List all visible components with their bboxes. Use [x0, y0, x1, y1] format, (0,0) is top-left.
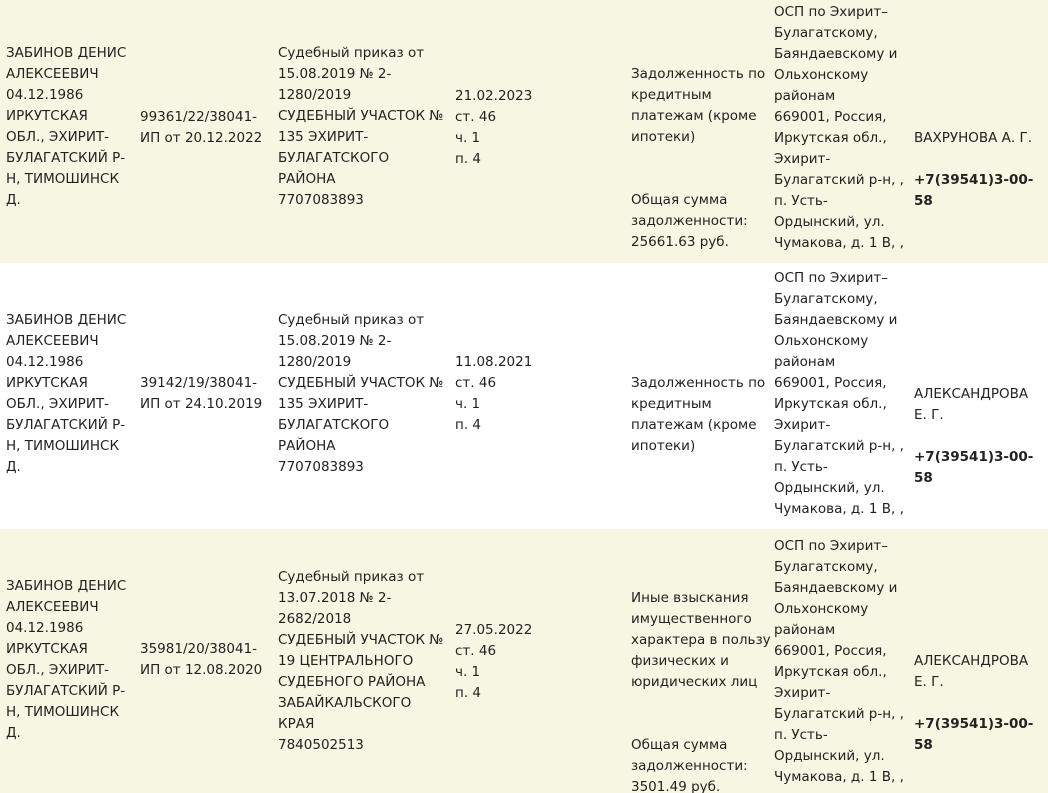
termination-cell: 21.02.2023 ст. 46 ч. 1 п. 4 — [455, 88, 533, 167]
debt-amount-text: Общая сумма задолженности: 25661.63 руб. — [631, 192, 748, 250]
department-cell: ОСП по Эхирит– Булагатскому, Баяндаевскому и Ольхонскому районам 669001, Россия, Иркутская обл., Эхирит- Булагатский р-н, , п. Усть- Ордынский, ул. Чумакова, д. 1 В, , — [774, 538, 904, 785]
bailiff-name: АЛЕКСАНДРОВА Е. Г. — [914, 386, 1029, 423]
table-row — [0, 0, 1048, 263]
table-row — [0, 263, 1048, 529]
bailiff-cell — [914, 630, 1046, 777]
bailiff-phone: +7(39541)3-00-58 — [914, 716, 1034, 753]
subject-text: Иные взыскания имущественного характера в пользу физических и юридических лиц — [631, 590, 771, 690]
debtor-cell: ЗАБИНОВ ДЕНИС АЛЕКСЕЕВИЧ 04.12.1986 ИРКУТСКАЯ ОБЛ., ЭХИРИТ- БУЛАГАТСКИЙ Р- Н, ТИМОШИНСК Д. — [6, 578, 127, 741]
termination-cell: 11.08.2021 ст. 46 ч. 1 п. 4 — [455, 354, 533, 433]
department-cell: ОСП по Эхирит– Булагатскому, Баяндаевскому и Ольхонскому районам 669001, Россия, Иркутская обл., Эхирит- Булагатский р-н, , п. Усть- Ордынский, ул. Чумакова, д. 1 В, , — [774, 4, 904, 251]
subject-gap — [631, 693, 771, 714]
department-cell: ОСП по Эхирит– Булагатскому, Баяндаевскому и Ольхонскому районам 669001, Россия, Иркутская обл., Эхирит- Булагатский р-н, , п. Усть- Ордынский, ул. Чумакова, д. 1 В, , — [774, 270, 904, 517]
bailiff-cell — [914, 107, 1046, 233]
debtor-cell: ЗАБИНОВ ДЕНИС АЛЕКСЕЕВИЧ 04.12.1986 ИРКУТСКАЯ ОБЛ., ЭХИРИТ- БУЛАГАТСКИЙ Р- Н, ТИМОШИНСК Д. — [6, 312, 127, 475]
proceeding-number-cell: 39142/19/38041- ИП от 24.10.2019 — [140, 375, 263, 412]
bailiff-name: ВАХРУНОВА А. Г. — [914, 130, 1033, 146]
executive-document-cell: Судебный приказ от 13.07.2018 № 2- 2682/2018 СУДЕБНЫЙ УЧАСТОК № 19 ЦЕНТРАЛЬНОГО СУДЕБНОГО РАЙОНА ЗАБАЙКАЛЬСКОГО КРАЯ 7840502513 — [278, 569, 444, 753]
executive-document-cell: Судебный приказ от 15.08.2019 № 2- 1280/2019 СУДЕБНЫЙ УЧАСТОК № 135 ЭХИРИТ- БУЛАГАТСКОГО РАЙОНА 7707083893 — [278, 45, 444, 208]
proceeding-number-cell: 99361/22/38041- ИП от 20.12.2022 — [140, 109, 263, 146]
bailiff-name: АЛЕКСАНДРОВА Е. Г. — [914, 653, 1029, 690]
termination-cell: 27.05.2022 ст. 46 ч. 1 п. 4 — [455, 622, 533, 701]
proceeding-number-cell: 35981/20/38041- ИП от 12.08.2020 — [140, 641, 263, 678]
subject-cell — [631, 352, 771, 457]
executive-document-cell: Судебный приказ от 15.08.2019 № 2- 1280/2019 СУДЕБНЫЙ УЧАСТОК № 135 ЭХИРИТ- БУЛАГАТСКОГО РАЙОНА 7707083893 — [278, 312, 444, 475]
bailiff-phone: +7(39541)3-00-58 — [914, 449, 1034, 486]
bailiff-cell — [914, 363, 1046, 510]
bailiff-phone: +7(39541)3-00-58 — [914, 172, 1034, 209]
subject-text: Задолженность по кредитным платежам (кроме ипотеки) — [631, 375, 766, 454]
subject-cell — [631, 567, 771, 793]
subject-gap — [631, 148, 771, 169]
table-row — [0, 529, 1048, 793]
debt-amount-text: Общая сумма задолженности: 3501.49 руб. — [631, 737, 748, 793]
subject-cell — [631, 43, 771, 253]
debtor-cell: ЗАБИНОВ ДЕНИС АЛЕКСЕЕВИЧ 04.12.1986 ИРКУТСКАЯ ОБЛ., ЭХИРИТ- БУЛАГАТСКИЙ Р- Н, ТИМОШИНСК Д. — [6, 45, 127, 208]
subject-text: Задолженность по кредитным платежам (кроме ипотеки) — [631, 66, 766, 145]
